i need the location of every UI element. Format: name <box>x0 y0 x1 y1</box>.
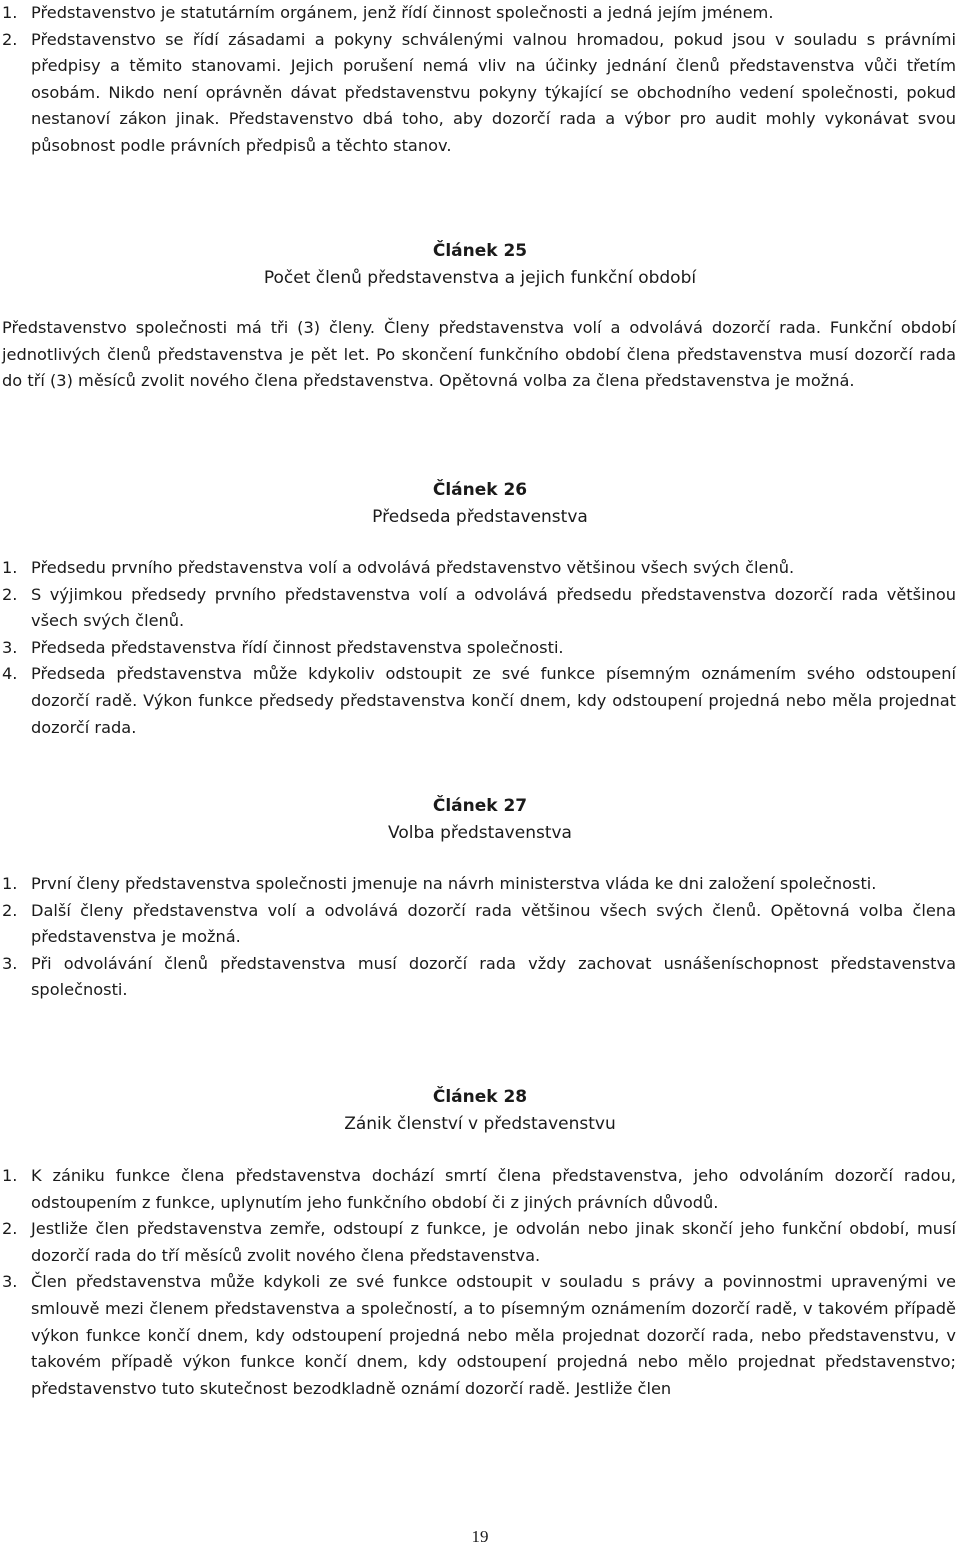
item-number: 1. <box>2 874 18 893</box>
page-number: 19 <box>471 1527 489 1546</box>
item-number: 3. <box>2 953 18 973</box>
list-item <box>2 951 956 1004</box>
item-number: 3. <box>2 637 18 657</box>
article-27-list <box>2 871 956 1004</box>
article-28-list <box>2 1163 956 1402</box>
intro-list <box>2 0 956 160</box>
list-item <box>2 635 956 662</box>
item-text: Jestliže člen představenstva zemře, odstoupí z funkce, je odvolán nebo jinak skončí jeho funkční období, musí dozorčí rada do tří měsíců zvolit nového člena představenstva. <box>31 1219 956 1265</box>
item-number: 1. <box>2 1166 18 1185</box>
article-subtitle: Zánik členství v představenstvu <box>344 1113 616 1134</box>
item-number: 4. <box>2 664 18 684</box>
item-text: K zániku funkce člena představenstva dochází smrtí člena představenstva, jeho odvoláním dozorčí radou, odstoupením z funkce, uplynutím jeho funkčního období či z jiných právních důvodů. <box>31 1166 956 1212</box>
item-text: Předseda představenstva řídí činnost představenstva společnosti. <box>31 637 564 657</box>
item-number: 3. <box>2 1272 18 1292</box>
list-item <box>2 582 956 635</box>
item-text: Představenstvo je statutárním orgánem, jenž řídí činnost společnosti a jedná jejím jménem. <box>31 3 774 22</box>
item-number: 1. <box>2 558 18 577</box>
item-text: Další členy představenstva volí a odvolává dozorčí rada většinou všech svých členů. Opětovná volba člena představenstva je možná. <box>31 900 956 947</box>
list-item <box>2 1269 956 1402</box>
list-item <box>2 0 956 27</box>
item-number: 1. <box>2 3 18 22</box>
article-28-heading <box>0 1084 960 1137</box>
article-title: Článek 25 <box>432 241 528 261</box>
list-item <box>2 1216 956 1269</box>
item-number: 2. <box>2 1219 18 1239</box>
item-number: 2. <box>2 900 18 920</box>
item-number: 2. <box>2 29 18 49</box>
article-subtitle: Volba představenstva <box>388 822 572 843</box>
list-item <box>2 898 956 951</box>
item-text: S výjimkou předsedy prvního představenstva volí a odvolává předsedu představenstva dozorčí rada většinou všech svých členů. <box>31 584 956 631</box>
item-text: Předsedu prvního představenstva volí a odvolává představenstvo většinou všech svých členů. <box>31 558 795 577</box>
list-item <box>2 1163 956 1216</box>
item-text: Předseda představenstva může kdykoliv odstoupit ze své funkce písemným oznámením svého odstoupení dozorčí radě. Výkon funkce předsedy představenstva končí dnem, kdy odstoupení projedná nebo měla projednat dozorčí rada. <box>31 664 956 737</box>
item-text: Při odvolávání členů představenstva musí dozorčí rada vždy zachovat usnášeníschopnost představenstva společnosti. <box>31 953 956 1000</box>
article-25-heading <box>0 238 960 291</box>
article-title: Článek 28 <box>432 1087 528 1107</box>
article-title: Článek 26 <box>432 480 528 500</box>
list-item <box>2 555 956 582</box>
list-item <box>2 27 956 160</box>
item-text: První členy představenstva společnosti jmenuje na návrh ministerstva vláda ke dni založení společnosti. <box>31 874 877 893</box>
item-text: Člen představenstva může kdykoli ze své funkce odstoupit v souladu s právy a povinnostmi upravenými ve smlouvě mezi členem představenstva a společností, a to písemným oznámením dozorčí radě, v takovém případě výkon funkce končí dnem, kdy odstoupení projedná nebo měla projednat dozorčí rada, nebo představenstvu, v takovém případě výkon funkce končí dnem, kdy odstoupení projedná nebo mělo projednat představenstvo; představenstvo tuto skutečnost bezodkladně oznámí dozorčí radě. Jestliže člen <box>31 1272 956 1398</box>
item-number: 2. <box>2 584 18 604</box>
article-subtitle: Předseda představenstva <box>372 506 588 527</box>
article-25-text: Představenstvo společnosti má tři (3) členy. Členy představenstva volí a odvolává dozorčí rada. Funkční období jednotlivých členů představenstva je pět let. Po skončení funkčního období člena představenstva musí dozorčí rada do tří (3) měsíců zvolit nového člena představenstva. Opětovná volba za člena představenstva je možná. <box>2 318 956 391</box>
article-26-heading <box>0 477 960 530</box>
list-item <box>2 661 956 741</box>
article-26-list <box>2 555 956 741</box>
article-title: Článek 27 <box>432 796 528 816</box>
list-item <box>2 871 956 898</box>
item-text: Představenstvo se řídí zásadami a pokyny schválenými valnou hromadou, pokud jsou v souladu s právními předpisy a těmito stanovami. Jejich porušení nemá vliv na účinky jednání členů představenstva vůči třetím osobám. Nikdo není oprávněn dávat představenstvu pokyny týkající se obchodního vedení společnosti, pokud nestanoví zákon jinak. Představenstvo dbá toho, aby dozorčí rada a výbor pro audit mohly vykonávat svou působnost podle právních předpisů a těchto stanov. <box>31 29 956 155</box>
article-27-heading <box>0 793 960 846</box>
article-subtitle: Počet členů představenstva a jejich funkční období <box>263 267 697 288</box>
